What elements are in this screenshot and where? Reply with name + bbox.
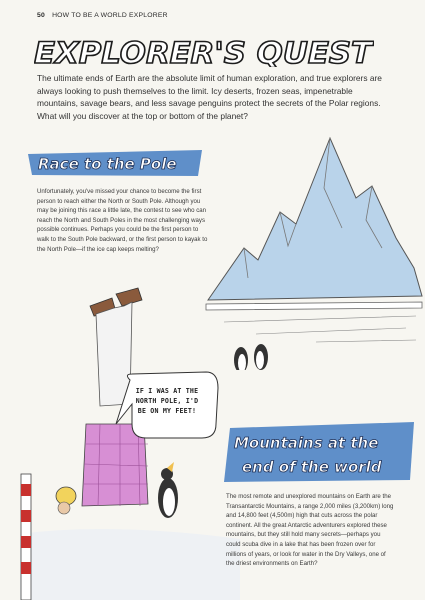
page-number: 50 bbox=[37, 12, 45, 19]
mountain-range bbox=[208, 138, 422, 300]
speech-line-1: IF I WAS AT THE bbox=[135, 387, 199, 395]
running-title: HOW TO BE A WORLD EXPLORER bbox=[52, 12, 168, 19]
page-header bbox=[37, 12, 168, 19]
head bbox=[58, 502, 70, 514]
speech-line-3: BE ON MY FEET! bbox=[137, 407, 197, 415]
page-title bbox=[34, 37, 374, 67]
race-to-the-pole-heading: Race to the Pole bbox=[38, 155, 177, 173]
snow-ground bbox=[20, 529, 240, 600]
intro-paragraph: The ultimate ends of Earth are the absolute limit of human exploration, and true explorers are always looking to push themselves to the limit. Icy deserts, frozen seas, impenetrable mountains, savage bears, and less savage penguins protect the secrets of the Polar regions. What will you discover at the top or bottom of the planet? bbox=[37, 73, 382, 121]
race-to-the-pole-banner bbox=[26, 148, 204, 178]
mountains-heading-line1: Mountains at the bbox=[234, 434, 379, 452]
water-lines bbox=[224, 316, 416, 342]
handstand-explorer-illustration bbox=[20, 284, 240, 600]
race-to-the-pole-body: Unfortunately, you've missed your chance to become the first person to reach either the North or South Pole. Although you may be joining this race a little late, the contest to see who can reach the North and South Poles in the most challenging ways possible continues. Perhaps you could be the first person to walk to the South Pole backward, or the first person to kayak to the North Pole—if the ice cap keeps melting? bbox=[37, 188, 208, 253]
speech-bubble bbox=[124, 386, 210, 416]
page-title-text: EXPLORER'S QUEST bbox=[34, 37, 374, 67]
mountains-at-the-end-banner bbox=[222, 420, 418, 484]
mountains-heading-line2: end of the world bbox=[242, 458, 382, 476]
mountains-body: The most remote and unexplored mountains on Earth are the Transantarctic Mountains, a range 2,000 miles (3,200km) long and 14,800 feet (4,500m) high that cuts across the polar continent. All the great Antarctic adventurers explored these mountains, but they still hold many secrets—perhaps you could scuba dive in a lake that has been frozen over for millions of years, or look for water in the Dry Valleys, one of the driest environments on Earth? bbox=[226, 493, 394, 568]
speech-line-2: NORTH POLE, I'D bbox=[135, 397, 199, 405]
